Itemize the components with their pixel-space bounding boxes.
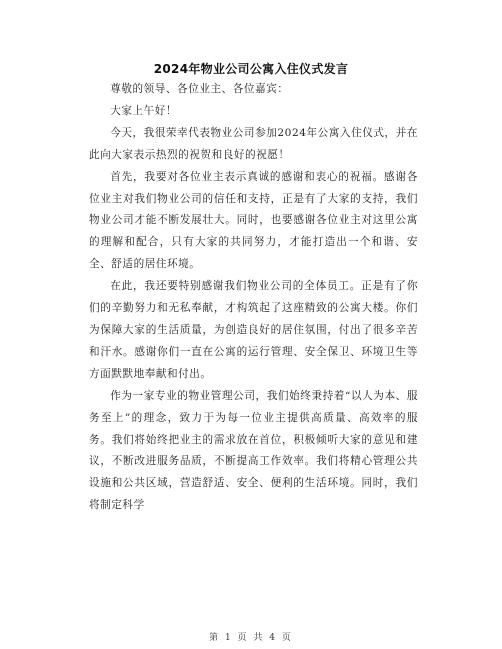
body-paragraph: 在此，我还要特别感谢我们物业公司的全体员工。正是有了你们的辛勤努力和无私奉献，才构筑起了这座精致的公寓大楼。你们为保障大家的生活质量，为创造良好的居住氛围，付出了很多辛苦和汗水。感谢你们一直在公寓的运行管理、安全保卫、环境卫生等方面默默地奉献和付出。 bbox=[89, 280, 418, 380]
body-paragraph: 首先，我要对各位业主表示真诚的感谢和衷心的祝福。感谢各位业主对我们物业公司的信任和支持，正是有了大家的支持，我们物业公司才能不断发展壮大。同时，也要感谢各位业主对这里公寓的理解和配合，只有大家的共同努力，才能打造出一个和谐、安全、舒适的居住环境。 bbox=[89, 170, 418, 271]
document-title: 2024年物业公司公寓入住仪式发言 bbox=[153, 62, 349, 76]
greeting-paragraph: 大家上午好！ bbox=[110, 104, 178, 117]
page-footer: 第 1 页 共 4 页 bbox=[209, 633, 293, 643]
salutation-paragraph: 尊敬的领导、各位业主、各位嘉宾： bbox=[110, 83, 289, 95]
body-paragraph: 今天，我很荣幸代表物业公司参加2024年公寓入住仪式，并在此向大家表示热烈的祝贺和良好的祝愿！ bbox=[89, 126, 418, 161]
body-paragraph: 作为一家专业的物业管理公司，我们始终秉持着“以人为本、服务至上”的理念，致力于为每一位业主提供高质量、高效率的服务。我们将始终把业主的需求放在首位，积极倾听大家的意见和建议，不断改进服务品质，不断提高工作效率。我们将精心管理公共设施和公共区域，营造舒适、安全、便利的生活环境。同时，我们将制定科学 bbox=[89, 389, 418, 512]
document-body bbox=[89, 79, 418, 517]
